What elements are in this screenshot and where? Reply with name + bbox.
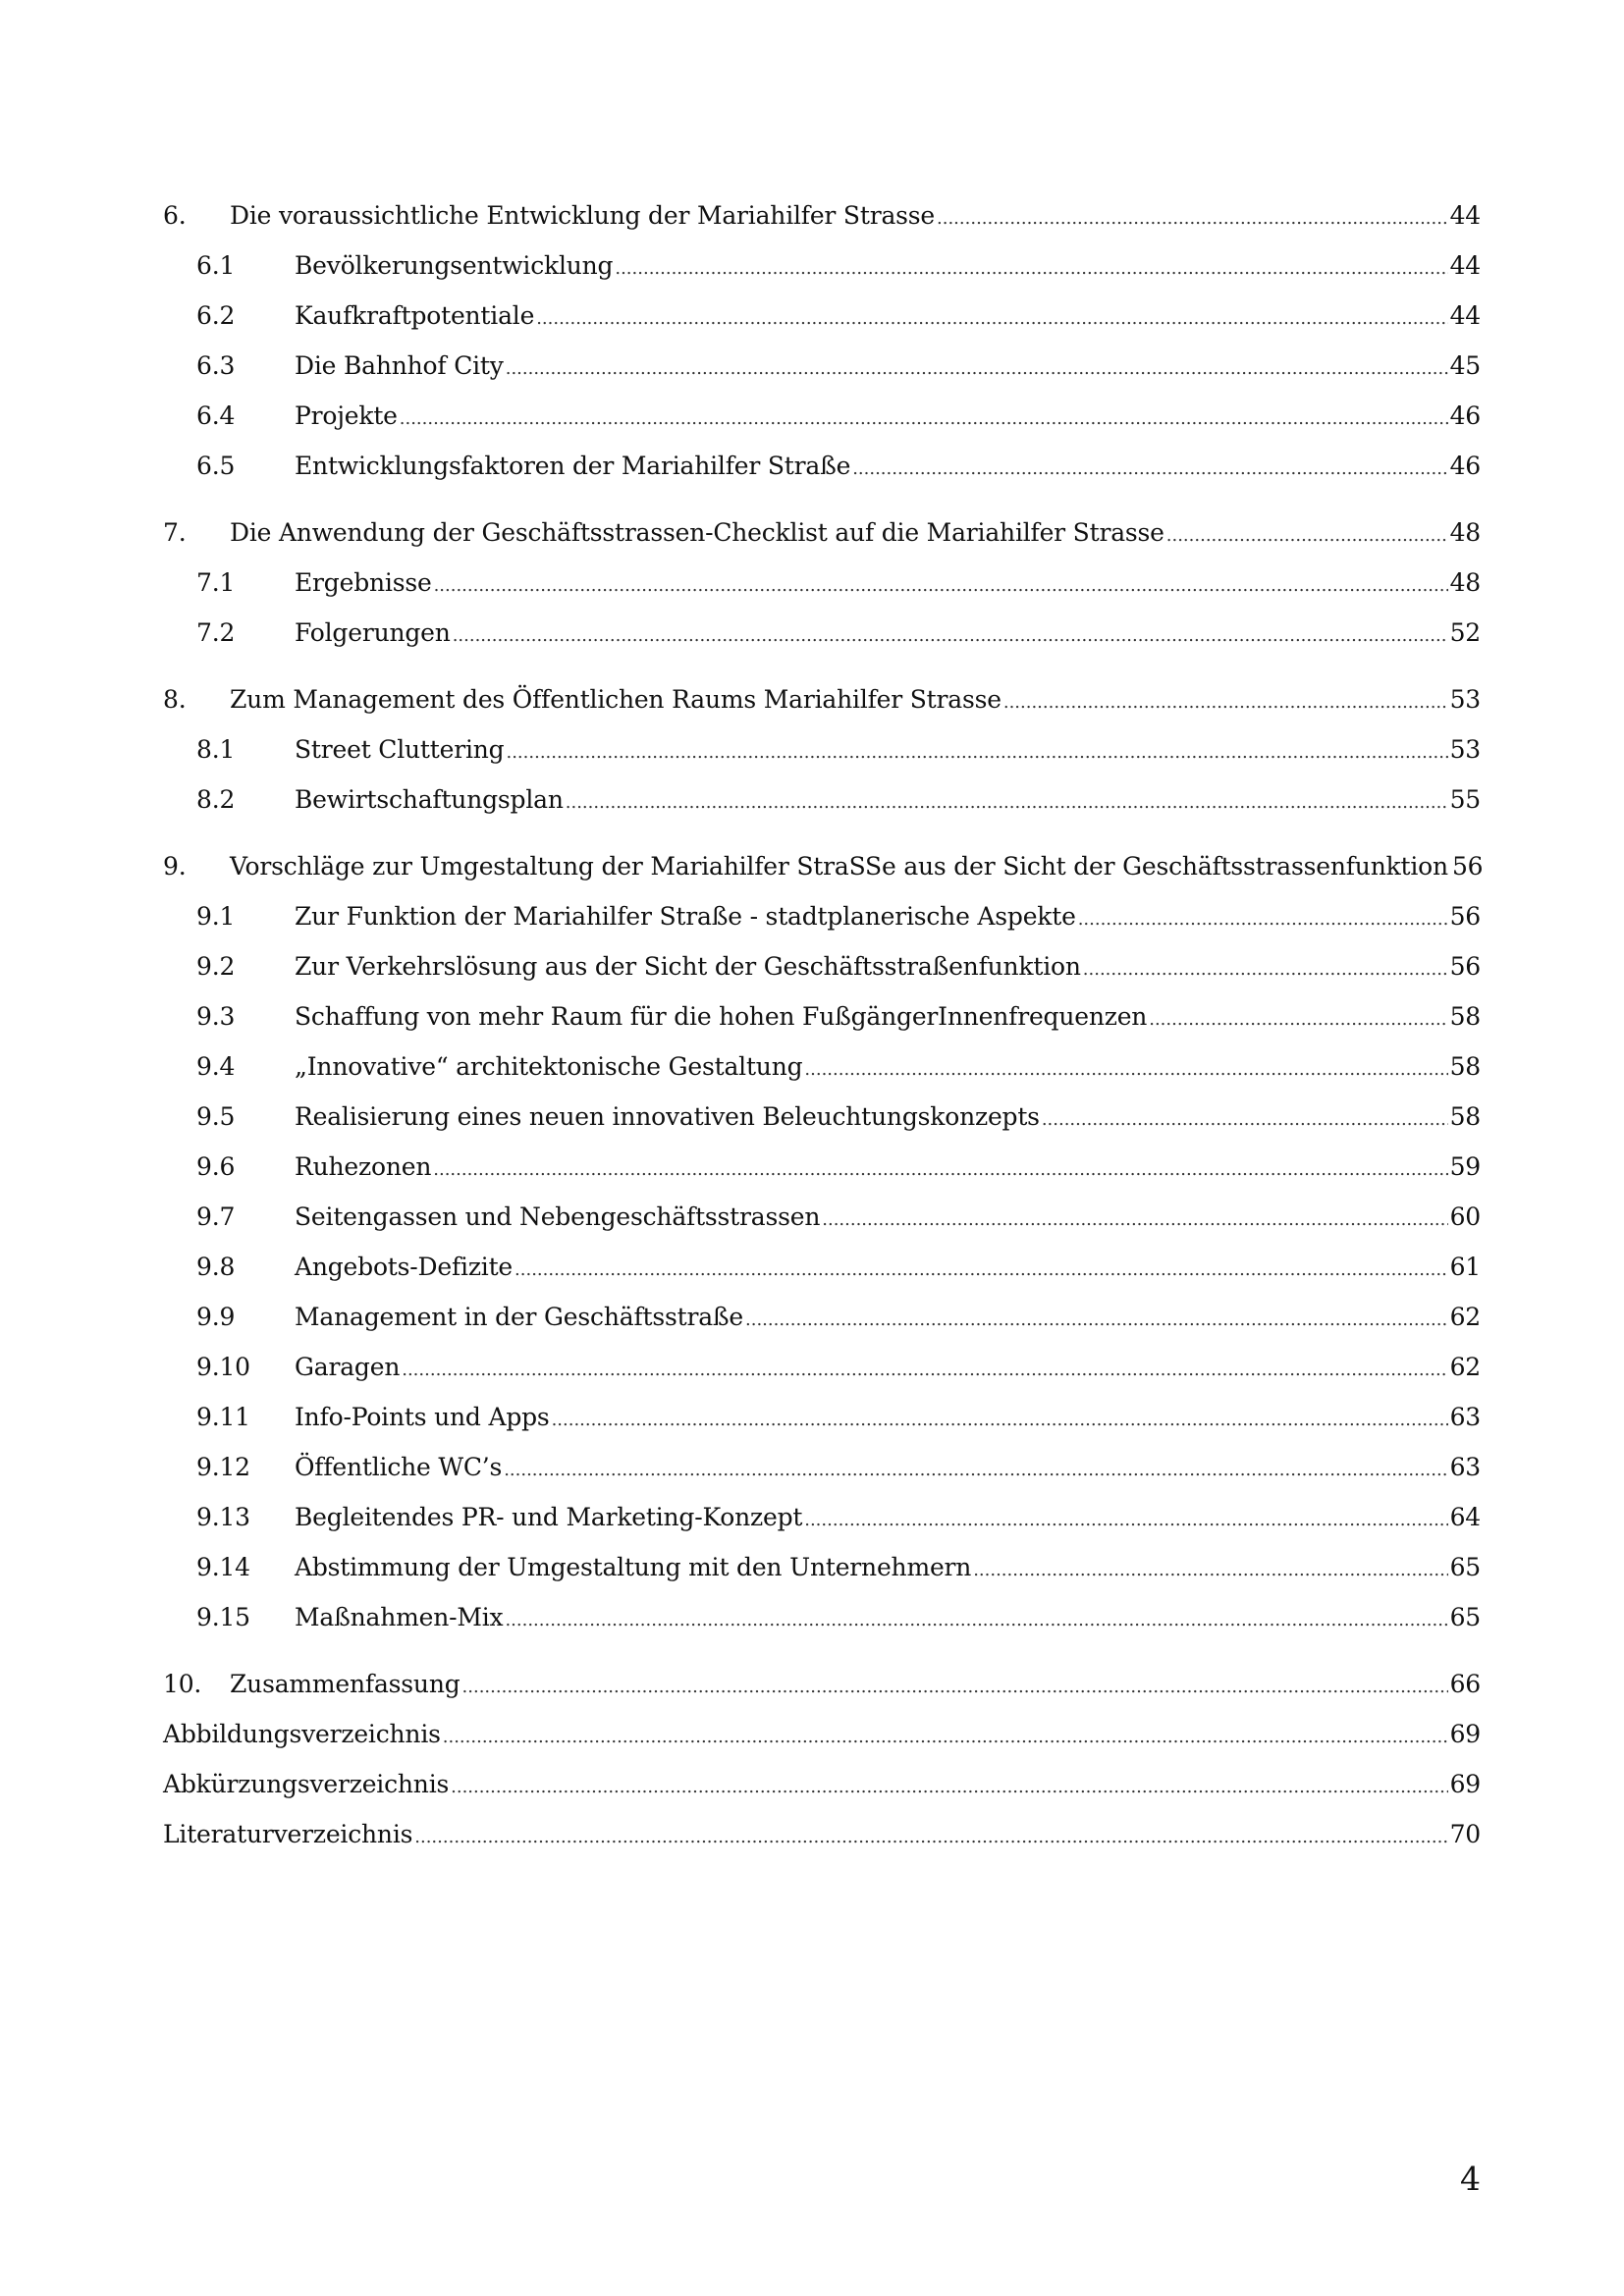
toc-number: 9.1 <box>196 902 236 931</box>
dot-leader <box>505 1595 1447 1645</box>
toc-subentry[interactable] <box>163 1592 1481 1642</box>
toc-number: 9.15 <box>196 1603 250 1631</box>
toc-title: Street Cluttering <box>295 735 505 764</box>
toc-entry[interactable] <box>163 674 1481 724</box>
dot-leader <box>973 1545 1447 1595</box>
toc-number: 9.14 <box>196 1553 250 1581</box>
toc-page-number: 69 <box>1449 1770 1481 1798</box>
toc-title: Öffentliche WC’s <box>295 1453 503 1481</box>
toc-page-number: 56 <box>1451 852 1484 881</box>
toc-title: Die Anwendung der Geschäftsstrassen-Checklist auf die Mariahilfer Strasse <box>230 518 1164 547</box>
toc-subentry[interactable] <box>163 1542 1481 1592</box>
toc-title: Maßnahmen-Mix <box>295 1603 504 1631</box>
toc-title: Angebots-Defizite <box>295 1253 514 1281</box>
toc-page-number: 52 <box>1449 618 1481 647</box>
toc-title: Abbildungsverzeichnis <box>163 1720 441 1748</box>
toc-title: Bevölkerungsentwicklung <box>295 251 614 280</box>
toc-number: 7.1 <box>196 568 236 597</box>
dot-leader <box>852 444 1447 494</box>
toc-number: 6.4 <box>196 401 236 430</box>
toc-page-number: 46 <box>1449 401 1481 430</box>
toc-number: 6.5 <box>196 452 236 480</box>
toc-subentry[interactable] <box>163 341 1481 391</box>
dot-leader <box>1166 510 1448 561</box>
toc-page-number: 56 <box>1449 902 1481 931</box>
toc-title: „Innovative“ architektonische Gestaltung <box>295 1052 803 1081</box>
toc-title: Abstimmung der Umgestaltung mit den Unternehmern <box>295 1553 972 1581</box>
dot-leader <box>453 611 1448 661</box>
toc-page-number: 63 <box>1449 1403 1481 1431</box>
toc-page-number: 45 <box>1449 351 1481 380</box>
dot-leader <box>414 1812 1447 1862</box>
toc-number: 9.5 <box>196 1102 236 1131</box>
toc-title: Zusammenfassung <box>230 1670 460 1698</box>
toc-page-number: 58 <box>1449 1052 1481 1081</box>
dot-leader <box>433 1145 1447 1195</box>
toc-number: 9.8 <box>196 1253 236 1281</box>
toc-title: Zur Funktion der Mariahilfer Straße - stadtplanerische Aspekte <box>295 902 1076 931</box>
toc-page-number: 46 <box>1449 452 1481 480</box>
toc-subentry[interactable] <box>163 1492 1481 1542</box>
toc-number: 9.13 <box>196 1503 250 1531</box>
toc-title: Literaturverzeichnis <box>163 1820 413 1848</box>
toc-title: Die voraussichtliche Entwicklung der Mariahilfer Strasse <box>230 201 936 230</box>
toc-number: 9. <box>163 852 187 881</box>
dot-leader <box>1042 1095 1448 1145</box>
toc-subentry[interactable] <box>163 1392 1481 1442</box>
toc-subentry[interactable] <box>163 891 1481 941</box>
toc-number: 6.1 <box>196 251 236 280</box>
dot-leader <box>506 344 1448 394</box>
dot-leader <box>400 394 1448 444</box>
toc-title: Bewirtschaftungsplan <box>295 785 564 814</box>
toc-page-number: 65 <box>1449 1553 1481 1581</box>
toc-title: Ergebnisse <box>295 568 432 597</box>
toc-number: 9.12 <box>196 1453 250 1481</box>
dot-leader <box>514 1245 1448 1295</box>
toc-number: 9.6 <box>196 1152 236 1181</box>
toc-number: 7.2 <box>196 618 236 647</box>
toc-title: Zur Verkehrslösung aus der Sicht der Geschäftsstraßenfunktion <box>295 952 1081 981</box>
toc-number: 6.3 <box>196 351 236 380</box>
dot-leader <box>822 1195 1447 1245</box>
toc-title: Info-Points und Apps <box>295 1403 550 1431</box>
toc-number: 9.4 <box>196 1052 236 1081</box>
dot-leader <box>1083 944 1448 994</box>
toc-page-number: 58 <box>1449 1102 1481 1131</box>
toc-title: Ruhezonen <box>295 1152 432 1181</box>
toc-page-number: 61 <box>1449 1253 1481 1281</box>
toc-number: 9.10 <box>196 1353 250 1381</box>
toc-subentry[interactable] <box>163 441 1481 491</box>
toc-number: 8.2 <box>196 785 236 814</box>
toc-number: 7. <box>163 518 187 547</box>
toc-number: 8. <box>163 685 187 714</box>
dot-leader <box>462 1662 1448 1712</box>
toc-subentry[interactable] <box>163 941 1481 991</box>
toc-title: Kaufkraftpotentiale <box>295 301 535 330</box>
page-number: 4 <box>1460 2160 1481 2198</box>
toc-title: Schaffung von mehr Raum für die hohen FußgängerInnenfrequenzen <box>295 1002 1148 1031</box>
dot-leader <box>506 727 1447 777</box>
dot-leader <box>566 777 1448 828</box>
toc-entry[interactable] <box>163 1659 1481 1709</box>
toc-title: Garagen <box>295 1353 401 1381</box>
dot-leader <box>804 1495 1447 1545</box>
toc-title: Zum Management des Öffentlichen Raums Mariahilfer Strasse <box>230 685 1001 714</box>
toc-number: 9.9 <box>196 1303 236 1331</box>
toc-entry[interactable] <box>163 1809 1481 1859</box>
dot-leader <box>451 1762 1447 1812</box>
toc-page-number: 62 <box>1449 1353 1481 1381</box>
toc-subentry[interactable] <box>163 1442 1481 1492</box>
toc-number: 8.1 <box>196 735 236 764</box>
toc-page-number: 55 <box>1449 785 1481 814</box>
toc-subentry[interactable] <box>163 1192 1481 1242</box>
toc-number: 6.2 <box>196 301 236 330</box>
dot-leader <box>804 1044 1447 1095</box>
toc-subentry[interactable] <box>163 291 1481 341</box>
toc-number: 6. <box>163 201 187 230</box>
toc-entry[interactable] <box>163 1759 1481 1809</box>
toc-subentry[interactable] <box>163 391 1481 441</box>
toc-number: 9.3 <box>196 1002 236 1031</box>
toc-title: Entwicklungsfaktoren der Mariahilfer Straße <box>295 452 851 480</box>
toc-subentry[interactable] <box>163 1292 1481 1342</box>
table-of-contents <box>163 190 1484 1859</box>
toc-page-number: 53 <box>1449 685 1481 714</box>
toc-subentry[interactable] <box>163 240 1481 291</box>
toc-number: 9.2 <box>196 952 236 981</box>
toc-page-number: 63 <box>1449 1453 1481 1481</box>
toc-subentry[interactable] <box>163 1142 1481 1192</box>
toc-subentry[interactable] <box>163 1041 1481 1092</box>
toc-title: Die Bahnhof City <box>295 351 504 380</box>
dot-leader <box>1149 994 1447 1044</box>
toc-subentry[interactable] <box>163 724 1481 774</box>
dot-leader <box>443 1712 1448 1762</box>
toc-number: 9.11 <box>196 1403 250 1431</box>
toc-page-number: 70 <box>1449 1820 1481 1848</box>
toc-title: Seitengassen und Nebengeschäftsstrassen <box>295 1202 821 1231</box>
toc-page-number: 56 <box>1449 952 1481 981</box>
dot-leader <box>615 243 1447 294</box>
toc-title: Realisierung eines neuen innovativen Beleuchtungskonzepts <box>295 1102 1040 1131</box>
toc-entry[interactable] <box>163 190 1481 240</box>
toc-subentry[interactable] <box>163 1342 1481 1392</box>
toc-title: Begleitendes PR- und Marketing-Konzept <box>295 1503 803 1531</box>
toc-page-number: 44 <box>1449 201 1481 230</box>
dot-leader <box>1003 677 1448 727</box>
toc-page-number: 48 <box>1449 568 1481 597</box>
toc-page-number: 59 <box>1449 1152 1481 1181</box>
dot-leader <box>536 294 1447 344</box>
toc-subentry[interactable] <box>163 558 1481 608</box>
toc-subentry[interactable] <box>163 774 1481 825</box>
toc-title: Projekte <box>295 401 398 430</box>
toc-subentry[interactable] <box>163 608 1481 658</box>
toc-page-number: 65 <box>1449 1603 1481 1631</box>
dot-leader <box>434 561 1448 611</box>
toc-page-number: 66 <box>1449 1670 1481 1698</box>
toc-page-number: 44 <box>1449 251 1481 280</box>
toc-subentry[interactable] <box>163 1242 1481 1292</box>
toc-entry[interactable] <box>163 507 1481 558</box>
toc-title: Abkürzungsverzeichnis <box>163 1770 450 1798</box>
toc-page-number: 48 <box>1449 518 1481 547</box>
toc-page-number: 58 <box>1449 1002 1481 1031</box>
toc-subentry[interactable] <box>163 991 1481 1041</box>
toc-number: 9.7 <box>196 1202 236 1231</box>
toc-page-number: 53 <box>1449 735 1481 764</box>
toc-entry[interactable] <box>163 841 1484 891</box>
toc-subentry[interactable] <box>163 1092 1481 1142</box>
toc-title: Management in der Geschäftsstraße <box>295 1303 743 1331</box>
toc-title: Folgerungen <box>295 618 451 647</box>
toc-page-number: 60 <box>1449 1202 1481 1231</box>
dot-leader <box>504 1445 1447 1495</box>
toc-page-number: 62 <box>1449 1303 1481 1331</box>
toc-entry[interactable] <box>163 1709 1481 1759</box>
toc-page-number: 64 <box>1449 1503 1481 1531</box>
dot-leader <box>745 1295 1448 1345</box>
toc-page-number: 44 <box>1449 301 1481 330</box>
dot-leader <box>937 193 1448 243</box>
dot-leader <box>402 1345 1447 1395</box>
toc-page-number: 69 <box>1449 1720 1481 1748</box>
toc-number: 10. <box>163 1670 202 1698</box>
dot-leader <box>552 1395 1448 1445</box>
toc-title: Vorschläge zur Umgestaltung der Mariahilfer StraSSe aus der Sicht der Geschäftsstrassenfunktion <box>230 852 1448 881</box>
dot-leader <box>1078 894 1448 944</box>
